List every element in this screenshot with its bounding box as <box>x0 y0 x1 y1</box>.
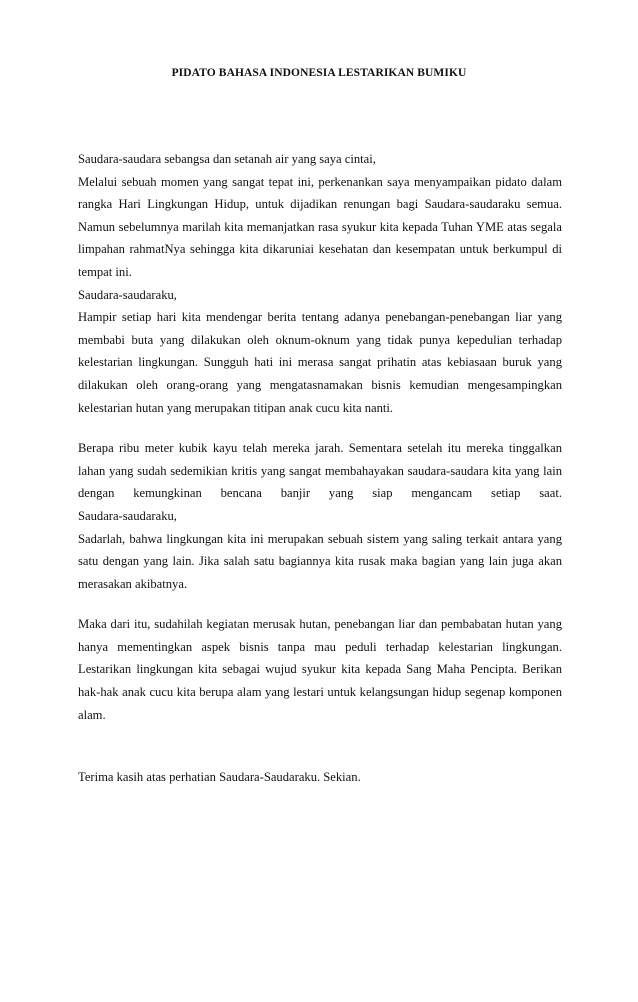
ecosystem-paragraph: Sadarlah, bahwa lingkungan kita ini merupakan sebuah sistem yang saling terkait antara yang satu dengan yang lain. Jika salah satu bagiannya kita rusak maka bagian yang lain juga akan merasakan akibatnya. <box>78 531 562 591</box>
salutation-paragraph: Saudara-saudaraku, <box>78 287 177 302</box>
salutation-paragraph-2: Saudara-saudaraku, <box>78 508 177 523</box>
paragraph-gap <box>78 595 562 613</box>
call-to-action-paragraph: Maka dari itu, sudahilah kegiatan merusak hutan, penebangan liar dan pembabatan hutan yang hanya mementingkan aspek bisnis tanpa mau peduli terhadap kelestarian lingkungan. Lestarikan lingkungan kita sebagai wujud syukur kita kepada Sang Maha Pencipta. Berikan hak-hak anak cucu kita berupa alam yang lestari untuk kelangsungan hidup segenap komponen alam. <box>78 617 562 722</box>
document-title: PIDATO BAHASA INDONESIA LESTARIKAN BUMIKU <box>171 67 467 79</box>
logging-concern-paragraph: Hampir setiap hari kita mendengar berita tentang adanya penebangan-penebangan liar yang membabi buta yang dilakukan oleh oknum-oknum yang tidak punya kepedulian terhadap kelestarian lingkungan. Sungguh hati ini merasa sangat prihatin atas kebiasaan buruk yang dilakukan oleh orang-orang yang mengatasnamakan bisnis kemudian mengesampingkan kelestarian hutan yang merupakan titipan anak cucu kita nanti. <box>78 310 562 415</box>
closing-paragraph: Terima kasih atas perhatian Saudara-Saudaraku. Sekian. <box>78 770 361 785</box>
paragraph-gap <box>78 726 562 766</box>
greeting-paragraph: Saudara-saudara sebangsa dan setanah air yang saya cintai, <box>78 152 376 166</box>
document-body <box>78 148 562 789</box>
paragraph-gap <box>78 419 562 437</box>
opening-paragraph: Melalui sebuah momen yang sangat tepat ini, perkenankan saya menyampaikan pidato dalam rangka Hari Lingkungan Hidup, untuk dijadikan renungan bagi Saudara-saudaraku semua. Namun sebelumnya marilah kita memanjatkan rasa syukur kita kepada Tuhan YME atas segala limpahan rahmatNya sehingga kita dikaruniai kesehatan dan kesempatan untuk berkumpul di tempat ini. <box>78 174 562 279</box>
damage-paragraph: Berapa ribu meter kubik kayu telah mereka jarah. Sementara setelah itu mereka tinggalkan lahan yang sudah sedemikian kritis yang sangat membahayakan saudara-saudara kita yang lain dengan kemungkinan bencana banjir yang siap mengancam setiap saat. <box>78 441 562 501</box>
